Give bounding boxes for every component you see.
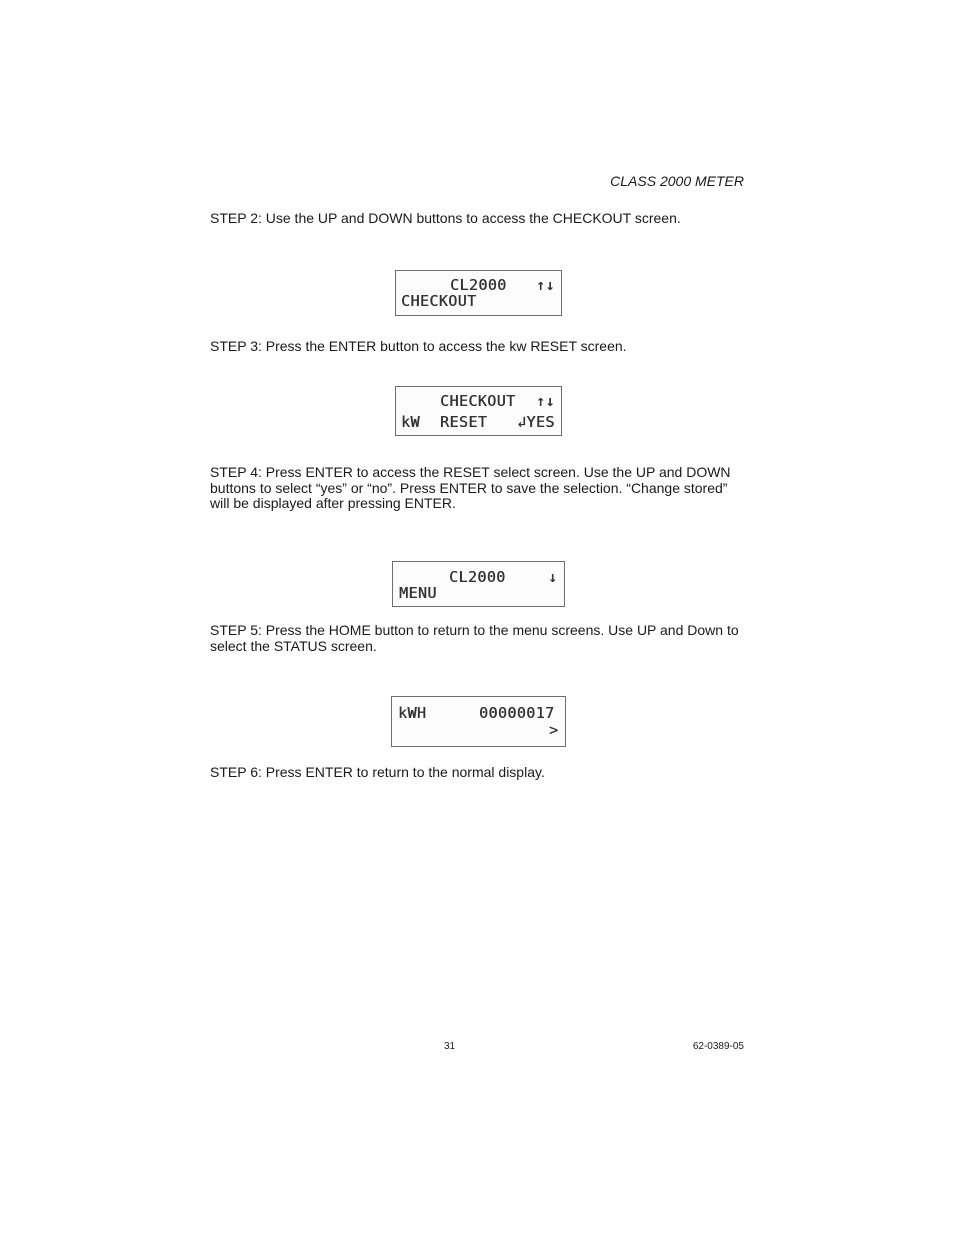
- step-3-text: STEP 3: Press the ENTER button to access the kw RESET screen.: [210, 338, 627, 354]
- step-5-text: STEP 5: Press the HOME button to return to the menu screens. Use UP and Down to select the STATUS screen.: [210, 622, 739, 654]
- lcd-display-menu: [392, 561, 565, 607]
- lcd-display-kwh: [391, 696, 566, 747]
- lcd-label: kW: [401, 413, 420, 431]
- step-4-text: STEP 4: Press ENTER to access the RESET select screen. Use the UP and DOWN buttons to select “yes” or “no”. Press ENTER to save the selection. “Change stored” will be displayed after pressing ENTER.: [210, 464, 731, 512]
- step-2-text: STEP 2: Use the UP and DOWN buttons to access the CHECKOUT screen.: [210, 210, 681, 226]
- lcd-value: 00000017: [479, 704, 555, 722]
- lcd-title: CL2000: [450, 276, 507, 294]
- lcd-display-kw-reset: [395, 386, 562, 436]
- running-header: CLASS 2000 METER: [610, 173, 744, 189]
- lcd-line2: MENU: [399, 584, 437, 602]
- lcd-display-checkout: [395, 270, 562, 316]
- step-6-text: STEP 6: Press ENTER to return to the normal display.: [210, 764, 545, 780]
- lcd-label: kWH: [398, 704, 427, 722]
- lcd-line2: CHECKOUT: [401, 292, 477, 310]
- document-number: 62-0389-05: [692, 1041, 744, 1052]
- lcd-title: CL2000: [449, 568, 506, 586]
- down-arrow-icon: ↓: [548, 568, 558, 586]
- page-number: 31: [444, 1041, 456, 1052]
- up-down-arrows-icon: ↑↓: [536, 392, 555, 410]
- lcd-value: ↲YES: [517, 413, 555, 431]
- up-down-arrows-icon: ↑↓: [536, 276, 555, 294]
- lcd-item: RESET: [440, 413, 488, 431]
- lcd-title: CHECKOUT: [440, 392, 516, 410]
- chevron-right-icon: >: [549, 721, 559, 739]
